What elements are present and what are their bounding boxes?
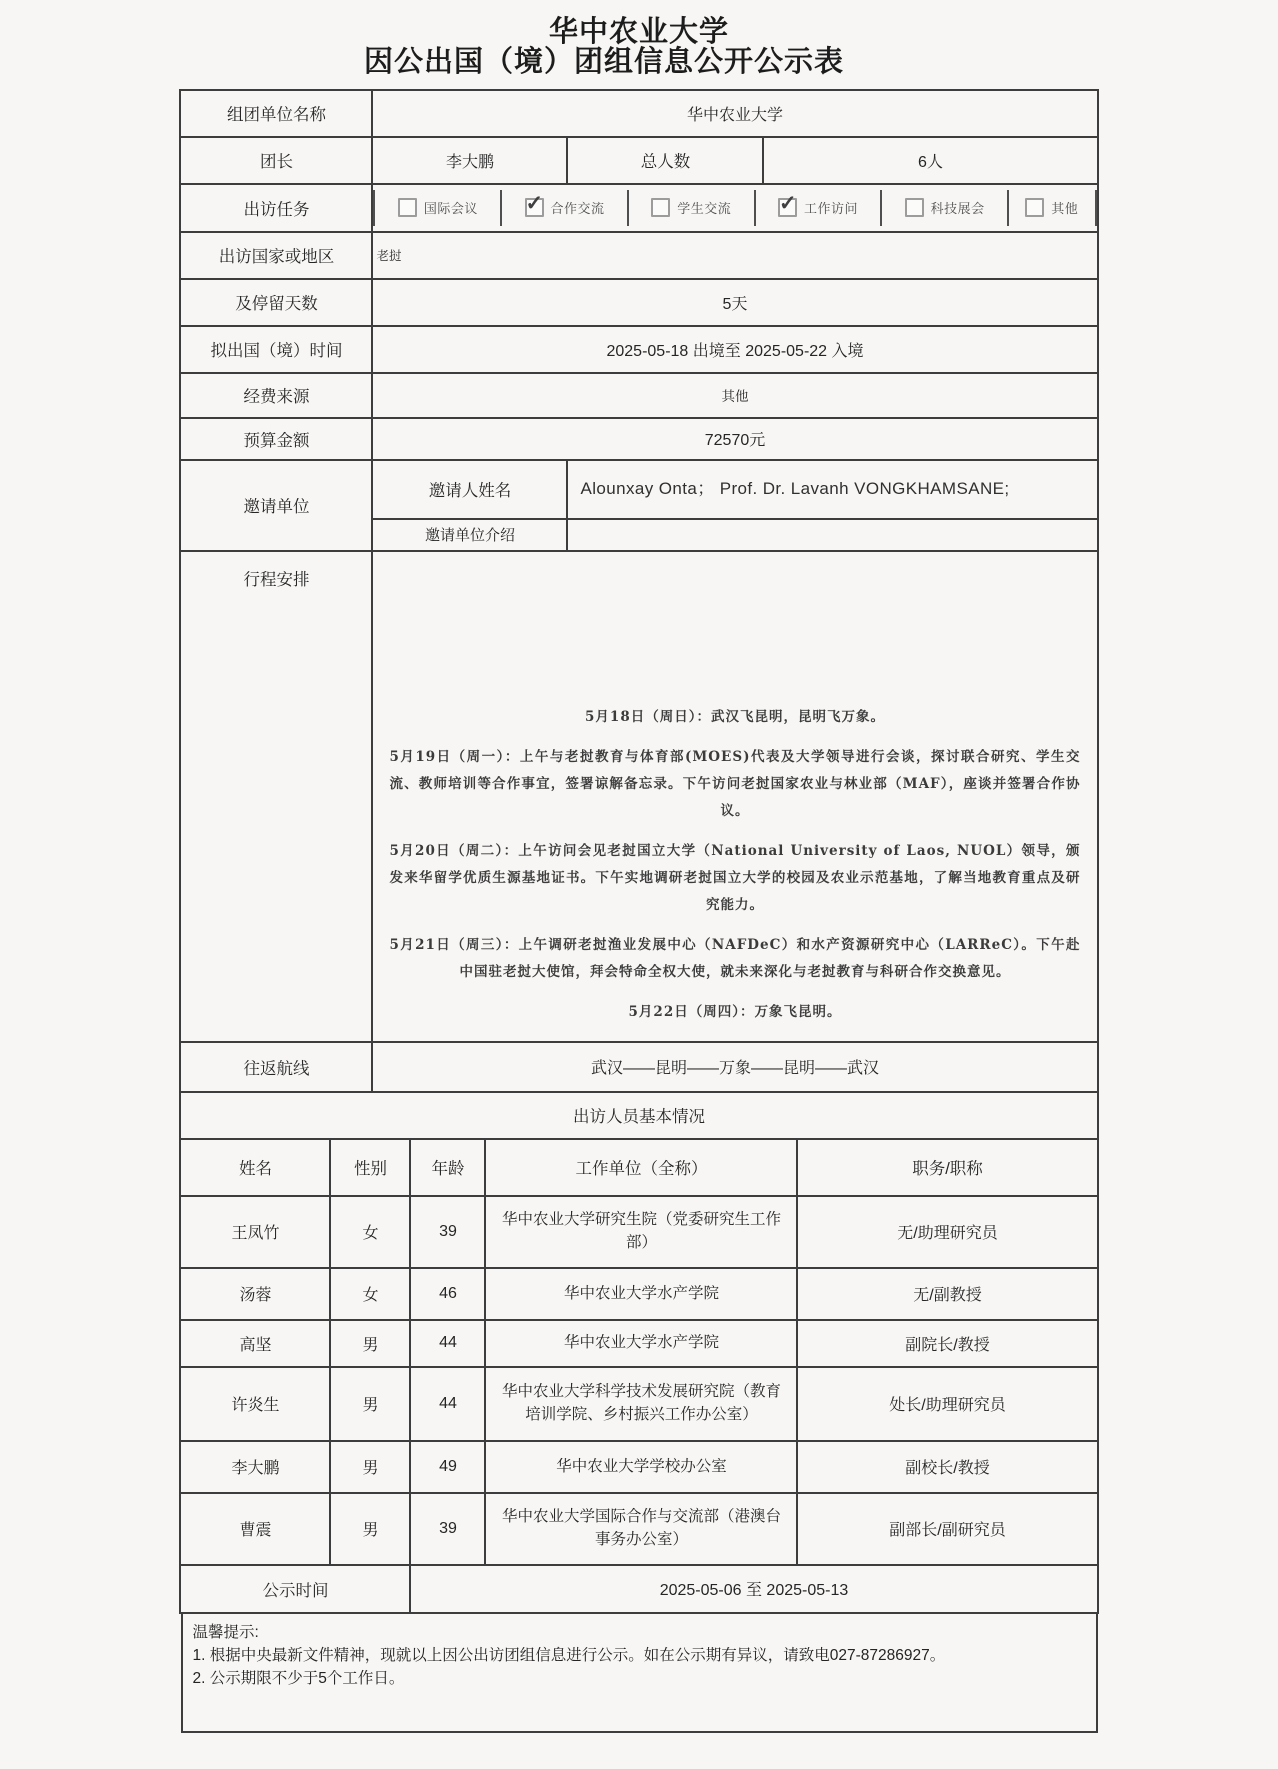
- title-university: 华中农业大学: [548, 16, 729, 48]
- visit-task-options: [373, 187, 1096, 229]
- person-org: 华中农业大学水产学院: [485, 1320, 797, 1367]
- person-name: 李大鹏: [180, 1441, 330, 1493]
- task-option-label: 其他: [1051, 201, 1079, 217]
- person-age: 44: [410, 1320, 485, 1367]
- inviter-name-cell: [567, 460, 1097, 519]
- route-label: 往返航线: [180, 1042, 372, 1092]
- personnel-row: [180, 1268, 1097, 1320]
- checkbox-icon[interactable]: [905, 198, 924, 217]
- checkbox-icon[interactable]: [651, 198, 670, 217]
- table-row: [180, 1042, 1097, 1092]
- person-name: 高坚: [180, 1320, 330, 1367]
- header-age: 年龄: [410, 1139, 485, 1196]
- itinerary-day-3: 5月20日（周二）：上午访问会见老挝国立大学（National University of Laos, NUOL）领导，颁发来华留学优质生源基地证书。下午实地调研老挝国立大学的校园及农业示范基地，了解当地教育重点及研究能力。: [389, 842, 1081, 913]
- budget-value: 72570元: [372, 418, 1097, 460]
- inviter-name-label: 邀请人姓名: [372, 460, 567, 519]
- person-title: 副校长/教授: [797, 1441, 1097, 1493]
- checkbox-icon[interactable]: [398, 198, 417, 217]
- publicity-period-label: 公示时间: [180, 1565, 410, 1613]
- person-org: 华中农业大学研究生院（党委研究生工作部）: [485, 1196, 797, 1268]
- route-value: 武汉——昆明——万象——昆明——武汉: [372, 1042, 1097, 1092]
- leader-label: 团长: [180, 137, 372, 184]
- inviter-name-value: Alounxay Onta； Prof. Dr. Lavanh VONGKHAMSANE;: [580, 478, 1010, 498]
- task-option-label: 国际会议: [423, 201, 478, 217]
- personnel-row: [180, 1320, 1097, 1367]
- stay-days-value: 5天: [372, 279, 1097, 326]
- notes-title: 温馨提示:: [192, 1623, 259, 1641]
- person-name: 王凤竹: [180, 1196, 330, 1268]
- person-age: 39: [410, 1493, 485, 1565]
- itinerary-day-4: 5月21日（周三）：上午调研老挝渔业发展中心（NAFDeC）和水产资源研究中心（LARReC）。下午赴中国驻老挝大使馆，拜会特命全权大使，就未来深化与老挝教育与科研合作交换意见。: [389, 936, 1081, 980]
- task-option-label: 科技展会: [930, 201, 985, 217]
- itinerary-label: 行程安排: [180, 551, 372, 1042]
- personnel-row: [180, 1493, 1097, 1565]
- inviter-intro-label: 邀请单位介绍: [372, 519, 567, 551]
- task-option-work-visit: [754, 190, 881, 226]
- task-option-label: 学生交流: [677, 201, 732, 217]
- person-gender: 男: [330, 1441, 410, 1493]
- table-row: [180, 551, 1097, 1042]
- personnel-table: [179, 1091, 1098, 1614]
- personnel-header-row: [180, 1139, 1097, 1196]
- travel-dates-value: 2025-05-18 出境至 2025-05-22 入境: [372, 326, 1097, 373]
- header-work-unit: 工作单位（全称）: [485, 1139, 797, 1196]
- task-option-tech-expo: [880, 190, 1007, 226]
- itinerary-cell: [372, 551, 1097, 1042]
- document-title: [0, 16, 1278, 79]
- person-org: 华中农业大学学校办公室: [485, 1441, 797, 1493]
- person-name: 许炎生: [180, 1367, 330, 1441]
- itinerary-day-2: 5月19日（周一）：上午与老挝教育与体育部(MOES)代表及大学领导进行会谈，探讨联合研究、学生交流、教师培训等合作事宜，签署谅解备忘录。下午访问老挝国家农业与林业部（MAF），座谈并签署合作协议。: [389, 748, 1081, 819]
- personnel-row: [180, 1441, 1097, 1493]
- header-gender: 性别: [330, 1139, 410, 1196]
- person-title: 无/副教授: [797, 1268, 1097, 1320]
- person-gender: 男: [330, 1367, 410, 1441]
- table-row: [180, 373, 1097, 418]
- itinerary-day-5: 5月22日（周四）：万象飞昆明。: [628, 1003, 842, 1020]
- task-option-label: 合作交流: [550, 201, 605, 217]
- group-unit-label: 组团单位名称: [180, 90, 372, 137]
- funding-source-value: 其他: [372, 373, 1097, 418]
- destination-label: 出访国家或地区: [180, 232, 372, 279]
- person-gender: 女: [330, 1196, 410, 1268]
- person-gender: 男: [330, 1320, 410, 1367]
- publicity-period-value: 2025-05-06 至 2025-05-13: [410, 1565, 1097, 1613]
- task-option-cooperation-exchange: [500, 190, 627, 226]
- person-age: 46: [410, 1268, 485, 1320]
- title-form-name: 因公出国（境）团组信息公开公示表: [363, 46, 844, 79]
- person-name: 汤蓉: [180, 1268, 330, 1320]
- total-count-value: 6人: [763, 137, 1097, 184]
- person-org: 华中农业大学国际合作与交流部（港澳台事务办公室）: [485, 1493, 797, 1565]
- table-row: [180, 418, 1097, 460]
- total-count-label: 总人数: [567, 137, 763, 184]
- personnel-section-title: 出访人员基本情况: [180, 1092, 1097, 1139]
- table-row: [180, 1565, 1097, 1613]
- check-icon: ✓: [778, 192, 797, 216]
- notes-item-1: 1. 根据中央最新文件精神，现就以上因公出访团组信息进行公示。如在公示期有异议，请致电027-87286927。: [192, 1647, 946, 1665]
- travel-dates-label: 拟出国（境）时间: [180, 326, 372, 373]
- person-title: 副部长/副研究员: [797, 1493, 1097, 1565]
- leader-value: 李大鹏: [372, 137, 567, 184]
- table-row: [180, 184, 1097, 232]
- person-gender: 女: [330, 1268, 410, 1320]
- check-icon: ✓: [525, 192, 544, 216]
- person-name: 曹震: [180, 1493, 330, 1565]
- person-org: 华中农业大学科学技术发展研究院（教育培训学院、乡村振兴工作办公室）: [485, 1367, 797, 1441]
- checkbox-icon[interactable]: [778, 192, 797, 217]
- info-table: [179, 89, 1098, 1093]
- person-age: 39: [410, 1196, 485, 1268]
- header-name: 姓名: [180, 1139, 330, 1196]
- table-row: [180, 232, 1097, 279]
- person-age: 49: [410, 1441, 485, 1493]
- table-row: [180, 137, 1097, 184]
- table-row: [180, 90, 1097, 137]
- header-position-title: 职务/职称: [797, 1139, 1097, 1196]
- person-title: 无/助理研究员: [797, 1196, 1097, 1268]
- funding-source-label: 经费来源: [180, 373, 372, 418]
- itinerary-text: [377, 554, 1092, 1026]
- table-row: [180, 460, 1097, 519]
- table-row: [180, 326, 1097, 373]
- group-unit-value: 华中农业大学: [372, 90, 1097, 137]
- notes-item-2: 2. 公示期限不少于5个工作日。: [192, 1670, 405, 1688]
- task-option-label: 工作访问: [803, 201, 858, 217]
- task-option-other: [1007, 190, 1097, 226]
- person-org: 华中农业大学水产学院: [485, 1268, 797, 1320]
- table-row: [180, 279, 1097, 326]
- task-option-international-conference: [373, 190, 500, 226]
- person-title: 副院长/教授: [797, 1320, 1097, 1367]
- task-option-student-exchange: [627, 190, 754, 226]
- person-title: 处长/助理研究员: [797, 1367, 1097, 1441]
- visit-task-cell: [372, 184, 1097, 232]
- stay-days-label: 及停留天数: [180, 279, 372, 326]
- person-age: 44: [410, 1367, 485, 1441]
- personnel-row: [180, 1196, 1097, 1268]
- budget-label: 预算金额: [180, 418, 372, 460]
- inviter-intro-value: [567, 519, 1097, 551]
- inviting-unit-label: 邀请单位: [180, 460, 372, 551]
- checkbox-icon[interactable]: [525, 192, 544, 217]
- personnel-row: [180, 1367, 1097, 1441]
- person-gender: 男: [330, 1493, 410, 1565]
- notes-box: [181, 1612, 1098, 1733]
- visit-task-label: 出访任务: [180, 184, 372, 232]
- itinerary-day-1: 5月18日（周日）：武汉飞昆明，昆明飞万象。: [585, 708, 885, 725]
- destination-value: 老挝: [372, 232, 1097, 279]
- table-row: [180, 1092, 1097, 1139]
- checkbox-icon[interactable]: [1025, 198, 1044, 217]
